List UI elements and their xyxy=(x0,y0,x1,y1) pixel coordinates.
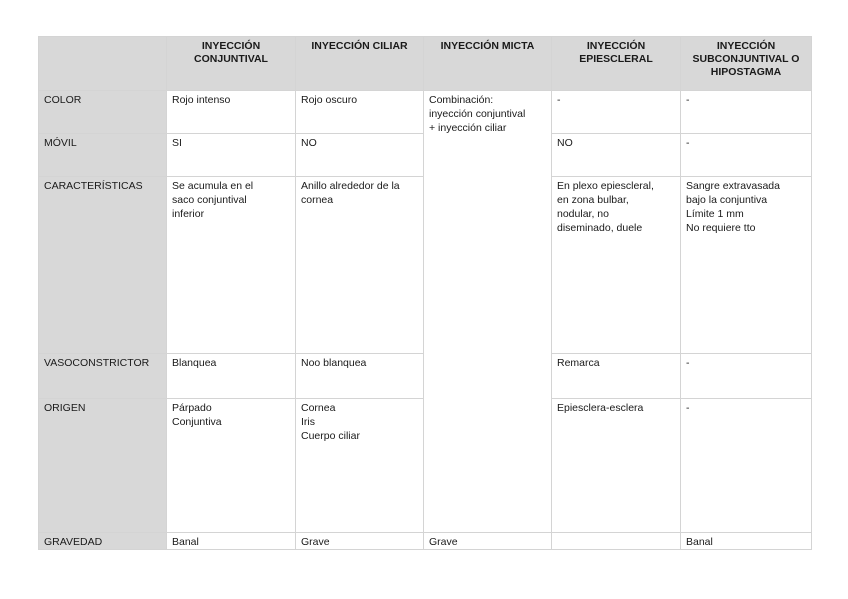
cell-caracteristicas-subconjuntival: Sangre extravasada bajo la conjuntiva Límite 1 mm No requiere tto xyxy=(681,177,812,354)
cell-gravedad-micta: Grave xyxy=(424,533,552,550)
cell-caracteristicas-conjuntival: Se acumula en el saco conjuntival inferior xyxy=(167,177,296,354)
cell-gravedad-subconjuntival: Banal xyxy=(681,533,812,550)
cell-caracteristicas-epiescleral: En plexo epiescleral, en zona bulbar, nodular, no diseminado, duele xyxy=(552,177,681,354)
row-label-origen: ORIGEN xyxy=(39,399,167,533)
cell-micta-merged: Combinación: inyección conjuntival + inyección ciliar xyxy=(424,91,552,533)
row-label-gravedad: GRAVEDAD xyxy=(39,533,167,550)
cell-movil-epiescleral: NO xyxy=(552,134,681,177)
cell-caracteristicas-ciliar: Anillo alrededor de la cornea xyxy=(296,177,424,354)
header-corner xyxy=(39,37,167,91)
cell-vasoconstrictor-ciliar: Noo blanquea xyxy=(296,354,424,399)
cell-color-ciliar: Rojo oscuro xyxy=(296,91,424,134)
cell-origen-conjuntival: Párpado Conjuntiva xyxy=(167,399,296,533)
header-row xyxy=(39,37,812,91)
header-ciliar: INYECCIÓN CILIAR xyxy=(296,37,424,91)
cell-origen-subconjuntival: - xyxy=(681,399,812,533)
row-label-movil: MÓVIL xyxy=(39,134,167,177)
row-color xyxy=(39,91,812,134)
comparison-table xyxy=(38,36,812,550)
cell-color-conjuntival: Rojo intenso xyxy=(167,91,296,134)
cell-movil-subconjuntival: - xyxy=(681,134,812,177)
cell-movil-conjuntival: SI xyxy=(167,134,296,177)
header-subconjuntival: INYECCIÓN SUBCONJUNTIVAL O HIPOSTAGMA xyxy=(681,37,812,91)
cell-origen-epiescleral: Epiesclera-esclera xyxy=(552,399,681,533)
header-epiescleral: INYECCIÓN EPIESCLERAL xyxy=(552,37,681,91)
cell-vasoconstrictor-epiescleral: Remarca xyxy=(552,354,681,399)
cell-origen-ciliar: Cornea Iris Cuerpo ciliar xyxy=(296,399,424,533)
cell-vasoconstrictor-subconjuntival: - xyxy=(681,354,812,399)
cell-gravedad-ciliar: Grave xyxy=(296,533,424,550)
row-gravedad xyxy=(39,533,812,550)
cell-color-subconjuntival: - xyxy=(681,91,812,134)
header-micta: INYECCIÓN MICTA xyxy=(424,37,552,91)
cell-gravedad-epiescleral xyxy=(552,533,681,550)
row-label-vasoconstrictor: VASOCONSTRICTOR xyxy=(39,354,167,399)
cell-movil-ciliar: NO xyxy=(296,134,424,177)
row-label-color: COLOR xyxy=(39,91,167,134)
cell-gravedad-conjuntival: Banal xyxy=(167,533,296,550)
cell-color-epiescleral: - xyxy=(552,91,681,134)
cell-vasoconstrictor-conjuntival: Blanquea xyxy=(167,354,296,399)
row-label-caracteristicas: CARACTERÍSTICAS xyxy=(39,177,167,354)
header-conjuntival: INYECCIÓN CONJUNTIVAL xyxy=(167,37,296,91)
